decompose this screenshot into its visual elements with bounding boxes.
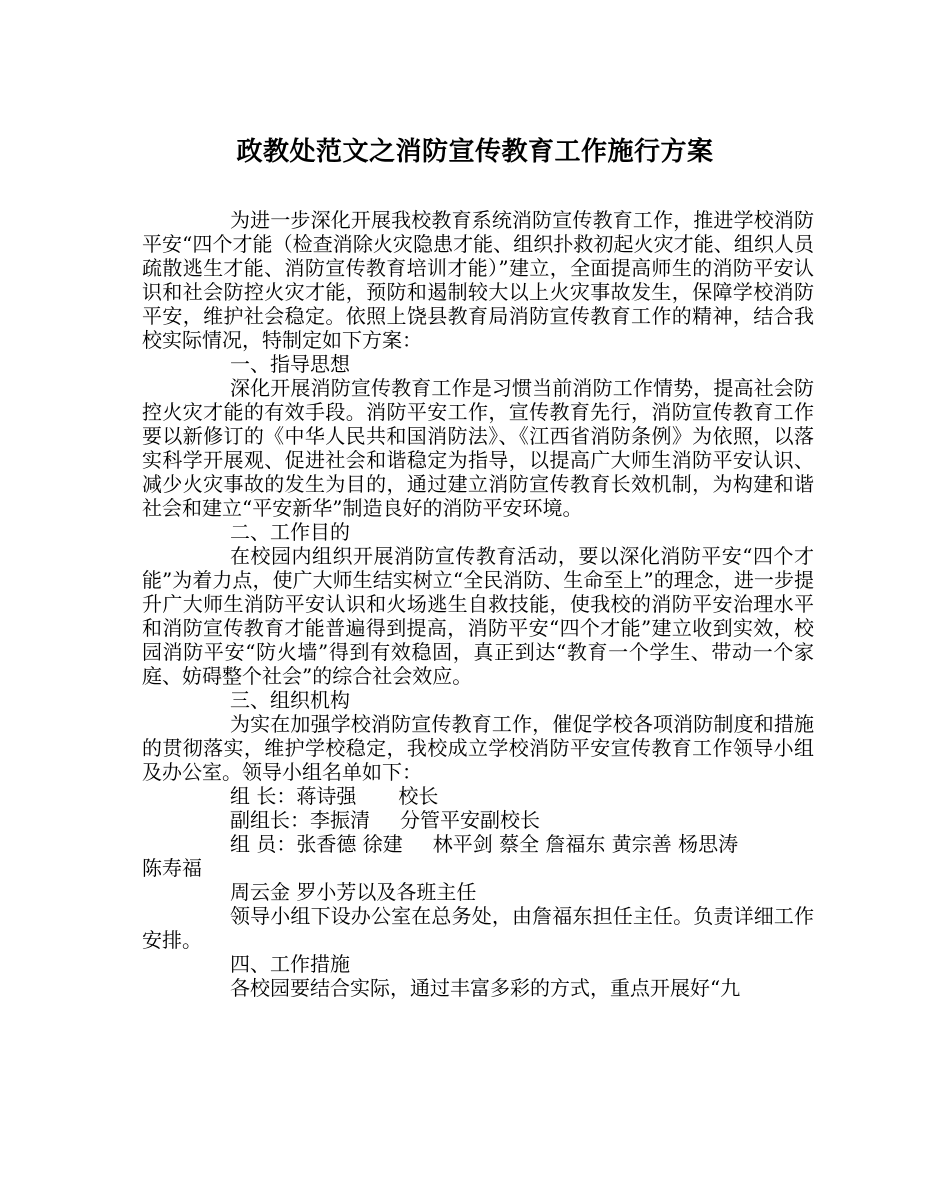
roster-deputy-name: 李振清 — [310, 808, 370, 832]
roster-leader-line — [142, 784, 814, 808]
roster-members-line-2: 周云金 罗小芳以及各班主任 — [230, 880, 477, 904]
roster-deputy-label: 副组长： — [230, 808, 310, 832]
measures-paragraph: 各校园要结合实际，通过丰富多彩的方式，重点开展好“九 — [230, 976, 741, 1000]
section-heading-guiding-ideology: 一、指导思想 — [230, 352, 350, 376]
document-body — [142, 208, 814, 1000]
roster-deputy-title: 分管平安副校长 — [400, 808, 540, 832]
section-heading-work-goal: 二、工作目的 — [230, 520, 350, 544]
roster-members-label: 组 员： — [230, 832, 297, 856]
roster-members-names-b: 林平剑 蔡全 詹福东 黄宗善 杨思涛 — [432, 832, 739, 856]
work-goal-paragraph: 在校园内组织开展消防宣传教育活动，要以深化消防平安“四个才能”为着力点，使广大师生结实树立“全民消防、生命至上”的理念，进一步提升广大师生消防平安认识和火场逃生自救技能，使我校的消防平安治理水平和消防宣传教育才能普遍得到提高，消防平安“四个才能”建立收到实效，校园消防平安“防火墙”得到有效稳固，真正到达“教育一个学生、带动一个家庭、妨碍整个社会”的综合社会效应。 — [142, 544, 814, 688]
roster-leader-name: 蒋诗强 — [296, 784, 357, 808]
guiding-ideology-paragraph: 深化开展消防宣传教育工作是习惯当前消防工作情势，提高社会防控火灾才能的有效手段。消防平安工作，宣传教育先行，消防宣传教育工作要以新修订的《中华人民共和国消防法》、《江西省消防条例》为依照，以落实科学开展观、促进社会和谐稳定为指导，以提高广大师生消防平安认识、减少火灾事故的发生为目的，通过建立消防宣传教育长效机制，为构建和谐社会和建立“平安新华”制造良好的消防平安环境。 — [142, 376, 814, 520]
roster-leader-label: 组 长： — [230, 784, 297, 808]
roster-members-names-a: 张香德 徐建 — [296, 832, 403, 856]
section-heading-measures: 四、工作措施 — [230, 952, 350, 976]
roster-leader-title: 校长 — [398, 784, 439, 808]
intro-paragraph: 为进一步深化开展我校教育系统消防宣传教育工作，推进学校消防平安“四个才能（检查消除火灾隐患才能、组织扑救初起火灾才能、组织人员疏散逃生才能、消防宣传教育培训才能）”建立，全面提高师生的消防平安认识和社会防控火灾才能，预防和遏制较大以上火灾事故发生，保障学校消防平安，维护社会稳定。依照上饶县教育局消防宣传教育工作的精神，结合我校实际情况，特制定如下方案： — [142, 208, 814, 352]
office-paragraph: 领导小组下设办公室在总务处，由詹福东担任主任。负责详细工作安排。 — [142, 904, 814, 952]
roster-deputy-line — [142, 808, 814, 832]
section-heading-organization: 三、组织机构 — [230, 688, 350, 712]
roster-members-wrap: 陈寿福 — [142, 856, 202, 880]
document-title: 政教处范文之消防宣传教育工作施行方案 — [236, 137, 714, 167]
organization-paragraph: 为实在加强学校消防宣传教育工作，催促学校各项消防制度和措施的贯彻落实，维护学校稳定，我校成立学校消防平安宣传教育工作领导小组及办公室。领导小组名单如下： — [142, 712, 814, 784]
roster-members-line — [142, 832, 814, 856]
